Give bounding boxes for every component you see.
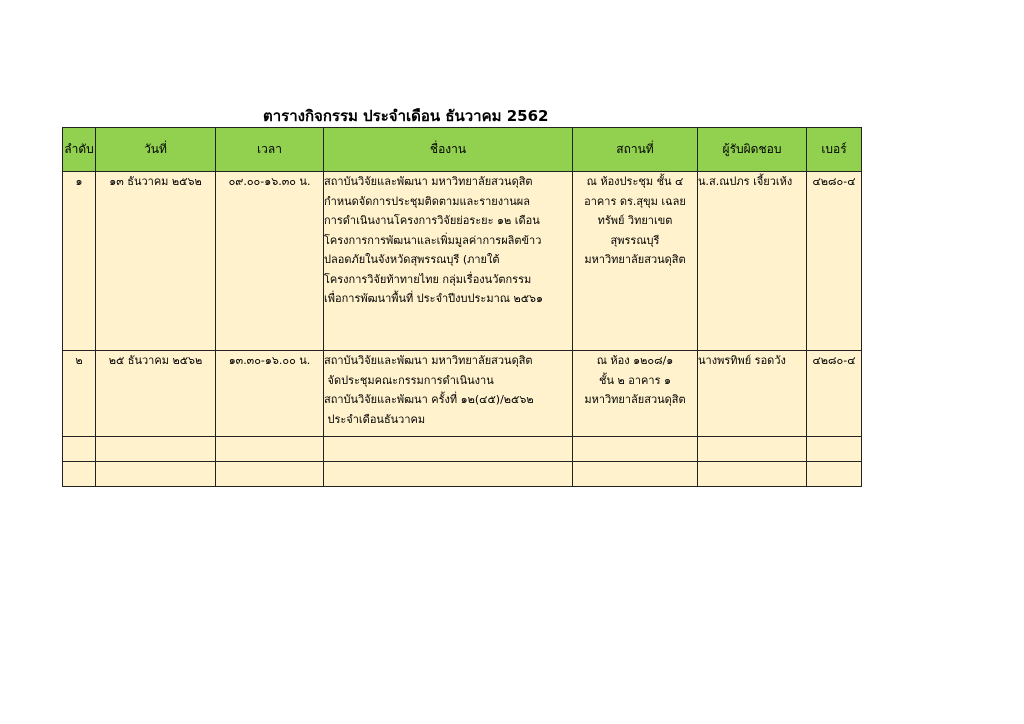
table-row-empty	[63, 437, 862, 462]
place-line: ชั้น ๒ อาคาร ๑	[599, 373, 671, 387]
event-line: สถาบันวิจัยและพัฒนา ครั้งที่ ๑๒(๔๕)/๒๕๖๒	[324, 393, 534, 406]
cell-event	[324, 351, 573, 437]
cell-place	[573, 172, 698, 351]
table-row	[63, 351, 862, 437]
col-header-place: สถานที่	[573, 128, 698, 172]
place-line: อาคาร ดร.สุขุม เฉลย	[584, 194, 686, 208]
event-line: เพื่อการพัฒนาพื้นที่ ประจำปีงบประมาณ ๒๕๖๑	[324, 292, 543, 305]
cell-date: ๒๕ ธันวาคม ๒๕๖๒	[96, 351, 216, 437]
event-line: กำหนดจัดการประชุมติดตามและรายงานผล	[324, 194, 530, 208]
place-line: ทรัพย์ วิทยาเขต	[597, 214, 673, 227]
cell-place	[573, 351, 698, 437]
cell-no: ๒	[63, 351, 96, 437]
empty-cell	[63, 437, 96, 462]
col-header-no: ลำดับ	[63, 128, 96, 172]
place-line: ณ ห้องประชุม ชั้น ๔	[586, 175, 684, 188]
empty-cell	[216, 437, 324, 462]
table-row	[63, 172, 862, 351]
empty-cell	[573, 437, 698, 462]
page-title: ตารางกิจกรรม ประจำเดือน ธันวาคม 2562	[263, 107, 549, 125]
cell-phone: ๔๒๘๐-๔	[807, 351, 862, 437]
empty-cell	[96, 437, 216, 462]
empty-cell	[807, 462, 862, 487]
place-line: มหาวิทยาลัยสวนดุสิต	[584, 393, 686, 406]
cell-date: ๑๓ ธันวาคม ๒๕๖๒	[96, 172, 216, 351]
schedule-table	[62, 127, 862, 487]
cell-owner: น.ส.ณปภร เจี้ยวเห้ง	[698, 172, 807, 351]
table-row-empty	[63, 462, 862, 487]
empty-cell	[807, 437, 862, 462]
event-line: สถาบันวิจัยและพัฒนา มหาวิทยาลัยสวนดุสิต	[324, 354, 533, 367]
empty-cell	[63, 462, 96, 487]
cell-no: ๑	[63, 172, 96, 351]
place-line: ณ ห้อง ๑๒๐๘/๑	[596, 354, 674, 367]
event-line: สถาบันวิจัยและพัฒนา มหาวิทยาลัยสวนดุสิต	[324, 175, 533, 188]
event-line: โครงการการพัฒนาและเพิ่มมูลค่าการผลิตข้าว	[324, 233, 542, 247]
empty-cell	[324, 462, 573, 487]
cell-time: ๐๙.๐๐-๑๖.๓๐ น.	[216, 172, 324, 351]
empty-cell	[698, 437, 807, 462]
empty-cell	[216, 462, 324, 487]
event-line: ปลอดภัยในจังหวัดสุพรรณบุรี (ภายใต้	[324, 253, 500, 266]
col-header-event: ชื่องาน	[324, 128, 573, 172]
empty-cell	[96, 462, 216, 487]
event-line: ประจำเดือนธันวาคม	[324, 412, 426, 426]
cell-event	[324, 172, 573, 351]
empty-cell	[573, 462, 698, 487]
empty-cell	[698, 462, 807, 487]
col-header-date: วันที่	[96, 128, 216, 172]
col-header-owner: ผู้รับผิดชอบ	[698, 128, 807, 172]
col-header-phone: เบอร์	[807, 128, 862, 172]
header-row	[63, 128, 862, 172]
cell-owner: นางพรทิพย์ รอดวัง	[698, 351, 807, 437]
cell-phone: ๔๒๘๐-๔	[807, 172, 862, 351]
empty-cell	[324, 437, 573, 462]
place-line: มหาวิทยาลัยสวนดุสิต	[584, 253, 686, 266]
col-header-time: เวลา	[216, 128, 324, 172]
event-line: การดำเนินงานโครงการวิจัยย่อระยะ ๑๒ เดือน	[324, 214, 540, 227]
event-line: โครงการวิจัยท้าทายไทย กลุ่มเรื่องนวัตกรรม	[324, 272, 532, 286]
event-line: จัดประชุมคณะกรรมการดำเนินงาน	[324, 373, 494, 387]
place-line: สุพรรณบุรี	[610, 233, 660, 247]
cell-time: ๑๓.๓๐-๑๖.๐๐ น.	[216, 351, 324, 437]
